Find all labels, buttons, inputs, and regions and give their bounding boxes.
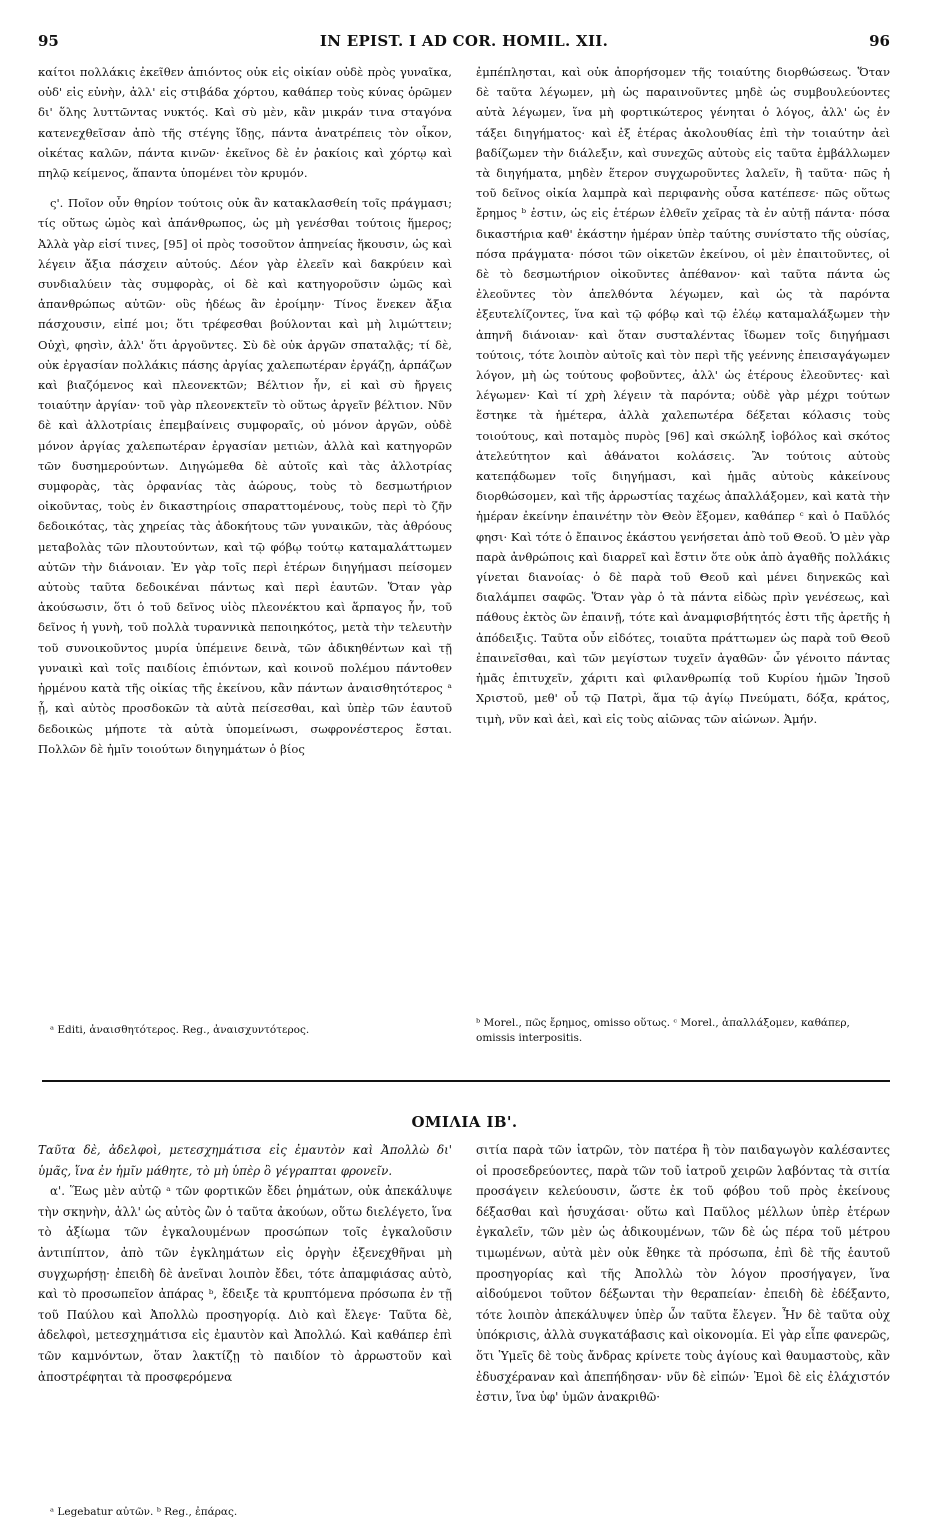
paragraph: ς'. Ποῖον οὖν θηρίον τούτοις οὐκ ἂν κατακλασθείη τοῖς πράγμασι; τίς οὕτως ὠμὸς καὶ ἀπάνθρωπος, ὡς μὴ γενέσθαι τούτοις ἥμερος; Ἀλλὰ γὰρ εἰσί τινες, [95] οἱ πρὸς τοσοῦτον ἀπηνείας ἥκουσιν, ὡς καὶ λέγειν ἄξια πάσχειν αὐτούς. Δέον γὰρ ἐλεεῖν καὶ δακρύειν καὶ συνδιαλύειν τὰς συμφορὰς, οἱ δὲ καὶ κατηγοροῦσιν ὠμῶς καὶ ἀπανθρώπως αὐτῶν· οὓς ἡδέως ἂν ἐροίμην· Τίνος ἕνεκεν ἄξια πάσχουσιν, εἰπέ μοι; ὅτι τρέφεσθαι βούλονται καὶ μὴ λιμώττειν; Οὐχὶ, φησὶν, ἀλλ' ὅτι ἀργοῦντες. Σὺ δὲ οὐκ ἀργῶν σπαταλᾷς; τί δὲ, οὐκ ἐργασίαν πολλάκις πάσης ἀργίας χαλεπωτέραν ἐργάζῃ, ἁρπάζων καὶ βιαζόμενος καὶ πλεονεκτῶν; Βέλτιον ἦν, εἰ καὶ σὺ ἤργεις τοιαύτην ἀργίαν· τοῦ γὰρ πλεονεκτεῖν τὸ οὕτως ἀργεῖν βέλτιον. Νῦν δὲ καὶ ἀλλοτρίαις ἐπεμβαίνεις συμφοραῖς, οὐ μόνον ἀργῶν, οὐδὲ μόνον ἀργίας χαλεπωτέραν ἐργασίαν μετιὼν, ἀλλὰ καὶ κατηγορῶν τῶν δυσημερούντων. Διηγώμεθα δὲ αὐτοῖς καὶ τὰς ἀλλοτρίας συμφορὰς, τὰς ὀρφανίας τὰς ἀώρους, τοὺς τὸ δεσμωτήριον οἰκοῦντας, τοὺς ἐν δικαστηρίοις σπαραττομένους, τοὺς περὶ τὸ ζῆν δεδοικότας, τὰς χηρείας τὰς ἀδοκήτους τῶν γυναικῶν, τὰς ἀθρόους μεταβολὰς τῶν πλουτούντων, καὶ τῷ φόβῳ τούτῳ καταμαλάττωμεν αὐτῶν τὴν διάνοιαν. Ἐν γὰρ τοῖς περὶ ἑτέρων διηγήμασι πείσομεν αὐτοὺς ταῦτα δεδοικέναι πάντως καὶ περὶ ἑαυτῶν. Ὅταν γὰρ ἀκούσωσιν, ὅτι ὁ τοῦ δεῖνος υἱὸς πλεονέκτου καὶ ἅρπαγος ἦν, τοῦ δεῖνος ἡ γυνὴ, τοῦ πολλὰ τυραννικὰ πεποιηκότος, μετὰ τὴν τελευτὴν τοῦ συνοικοῦντος μυρία ὑπέμεινε δεινὰ, τῶν ἀδικηθέντων καὶ τῇ γυναικὶ καὶ τοῖς παιδίοις ἐπιόντων, καὶ κοινοῦ πολέμου πάντοθεν ἠρμένου κατὰ τῆς οἰκίας τῆς ἐκείνου, κἂν πάντων ἀναισθητότερος ᵃ ᾖ, καὶ αὐτὸς προσδοκῶν τὰ αὐτὰ πείσεσθαι, καὶ ὑπὲρ τῶν ἑαυτοῦ δεδοικὼς μήποτε τὰ αὐτὰ ὑπομείνωσι, σωφρονέστερος ἔσται. Πολλῶν δὲ ἡμῖν τοιούτων διηγημάτων ὁ βίος bbox=[38, 196, 452, 756]
footnote-right: ᵇ Morel., πῶς ἔρημος, omisso οὕτως. ᶜ Morel., ἀπαλλάξομεν, καθάπερ, omissis interpositis. bbox=[476, 1017, 850, 1044]
paragraph: α'. Ἕως μὲν αὐτῷ ᵃ τῶν φορτικῶν ἔδει ῥημάτων, οὐκ ἀπεκάλυψε τὴν σκηνὴν, ἀλλ' ὡς αὐτὸς ὢν ὁ ταῦτα ἀκούων, οὕτω διελέγετο, ἵνα τὸ ἀξίωμα τῶν ἐγκαλουμένων προσώπων τοῖς ἐγκαλοῦσιν ἀντιπίπτον, ἀπὸ τῶν ἐγκλημάτων εἰς ὀργὴν ἐξενεχθῆναι μὴ συγχωρήσῃ· ἐπειδὴ δὲ ἀνεῖναι λοιπὸν ἔδει, τότε ἀπαμφιάσας αὐτὸ, καὶ τὸ προσωπεῖον ἀπάρας ᵇ, ἔδειξε τὰ κρυπτόμενα πρόσωπα ἐν τῇ τοῦ Παύλου καὶ Ἀπολλὼ προσηγορίᾳ. Διὸ καὶ ἔλεγε· Ταῦτα δὲ, ἀδελφοὶ, μετεσχημάτισα εἰς ἐμαυτὸν καὶ Ἀπολλώ. Καὶ καθάπερ ἐπὶ τῶν καμνόντων, ὅταν λακτίζῃ τὸ παιδίον τὸ ἀρρωστοῦν καὶ ἀποστρέφηται τὰ προσφερόμενα bbox=[38, 1184, 452, 1384]
footnote-left: ᵃ Editi, ἀναισθητότερος. Reg., ἀναισχυντότερος. bbox=[50, 1024, 310, 1036]
upper-right-column bbox=[476, 62, 890, 729]
paragraph: σιτία παρὰ τῶν ἰατρῶν, τὸν πατέρα ἢ τὸν παιδαγωγὸν καλέσαντες οἱ προσεδρεύοντες, παρὰ τῶν τοῦ ἰατροῦ χειρῶν λαβόντας τὰ σιτία προσάγειν κελεύουσιν, ὥστε ἐκ τοῦ φόβου τοῦ πρὸς ἐκείνους δέξασθαι καὶ ἡσυχάσαι· οὕτω καὶ Παῦλος μέλλων ὑπὲρ ἑτέρων ἐγκαλεῖν, τῶν μὲν ὡς ἀδικουμένων, τῶν δὲ ὡς πέρα τοῦ μέτρου τιμωμένων, αὐτὰ μὲν οὐκ ἔθηκε τὰ πρόσωπα, ἐπὶ δὲ τῆς ἑαυτοῦ προσηγορίας καὶ τῆς Ἀπολλὼ τὸν λόγον προσήγαγεν, ἵνα αἰδούμενοι τοῦτον δέξωνται τὴν θεραπείαν· ἐπειδὴ δὲ ἐδέξαντο, τότε λοιπὸν ἀπεκάλυψεν ὑπὲρ ὧν ταῦτα ἔλεγεν. Ἦν δὲ ταῦτα οὐχ ὑπόκρισις, ἀλλὰ συγκατάβασις καὶ οἰκονομία. Εἰ γὰρ εἶπε φανερῶς, ὅτι Ὑμεῖς δὲ τοὺς ἄνδρας κρίνετε τοὺς ἁγίους καὶ θαυμαστοὺς, κἂν ἐδυσχέραναν καὶ ἀπεπήδησαν· νῦν δὲ εἰπών· Ἐμοὶ δὲ εἰς ἐλάχιστόν ἐστιν, ἵνα ὑφ' ὑμῶν ἀνακριθῶ· bbox=[476, 1143, 890, 1405]
section-divider bbox=[42, 1080, 890, 1082]
lower-right-column bbox=[476, 1140, 890, 1408]
homily-title: ΟΜΙΛΙΑ ΙΒ'. bbox=[411, 1113, 518, 1131]
paragraph: ἐμπέπλησται, καὶ οὐκ ἀπορήσομεν τῆς τοιαύτης διορθώσεως. Ὅταν δὲ ταῦτα λέγωμεν, μὴ ὡς παραινοῦντες μηδὲ ὡς συμβουλεύοντες αὐτὰ λέγωμεν, ἵνα μὴ φορτικώτερος γένηται ὁ λόγος, ἀλλ' ὡς ἐν τάξει διηγήματος· καὶ ἐξ ἑτέρας ἀκολουθίας ἐπὶ τὴν τοιαύτην ἀεὶ βαδίζωμεν τὴν διάλεξιν, καὶ συνεχῶς αὐτοὺς εἰς ταῦτα ἐμβάλλωμεν τὰ διηγήματα, μηδὲν ἕτερον συγχωροῦντες λαλεῖν, ἢ ταῦτα· πῶς ἡ τοῦ δεῖνος οἰκία λαμπρὰ καὶ περιφανὴς οὖσα κατέπεσε· πῶς οὕτως ἔρημος ᵇ ἐστιν, ὡς εἰς ἑτέρων ἐλθεῖν χεῖρας τὰ ἐν αὐτῇ πάντα· πόσα δικαστήρια καθ' ἑκάστην ἡμέραν ὑπὲρ ταύτης συνίστατο τῆς οὐσίας, πόσα πράγματα· πόσοι τῶν οἰκετῶν ἐκείνου, οἱ μὲν ἐπαιτοῦντες, οἱ δὲ τὸ δεσμωτήριον οἰκοῦντες ἀπέθανον· καὶ ταῦτα πάντα ὡς ἐλεοῦντες τὸν ἀπελθόντα λέγωμεν, καὶ ὡς τὰ παρόντα ἐξευτελίζοντες, ἵνα καὶ τῷ φόβῳ καὶ τῷ ἐλέῳ καταμαλάξωμεν τὴν ἀπηνῆ διάνοιαν· καὶ ὅταν συσταλέντας ἴδωμεν τοῖς διηγήμασι τούτοις, τότε λοιπὸν αὐτοῖς καὶ τὸν περὶ τῆς γεέννης ἐπεισαγάγωμεν λόγον, μὴ ὡς τούτους φοβοῦντες, ἀλλ' ὡς ἑτέρους ἐλεοῦντες· καὶ λέγωμεν· Καὶ τί χρὴ λέγειν τὰ παρόντα; οὐδὲ γὰρ μέχρι τούτων ἕστηκε τὰ ἡμέτερα, ἀλλὰ χαλεπωτέρα δέξεται κόλασις τοὺς τοιούτους, καὶ ποταμὸς πυρὸς [96] καὶ σκώληξ ἰοβόλος καὶ σκότος ἀτελεύτητον καὶ ἀθάνατοι κολάσεις. Ἂν τούτοις αὐτοὺς κατεπᾴδωμεν τοῖς διηγήμασι, καὶ ἡμᾶς αὐτοὺς κἀκείνους διορθώσομεν, καὶ τῆς ἀρρωστίας ταχέως ἀπαλλάξομεν, καὶ κατὰ τὴν ἡμέραν ἐκείνην ἐπαινέτην τὸν Θεὸν ἕξομεν, καθάπερ ᶜ καὶ ὁ Παῦλός φησι· Καὶ τότε ὁ ἔπαινος ἑκάστου γενήσεται ἀπὸ τοῦ Θεοῦ. Ὁ μὲν γὰρ παρὰ ἀνθρώποις καὶ διαρρεῖ καὶ ἔστιν ὅτε οὐκ ἀπὸ ἀγαθῆς πολλάκις γίνεται διανοίας· ὁ δὲ παρὰ τοῦ Θεοῦ καὶ μένει διηνεκῶς καὶ διαλάμπει σαφῶς. Ὅταν γὰρ ὁ τὰ πάντα εἰδὼς πρὶν γενέσεως, καὶ πάθους ἐκτὸς ὢν ἐπαινῇ, τότε καὶ ἀναμφισβήτητός ἐστι τῆς ἀρετῆς ἡ ἀπόδειξις. Ταῦτα οὖν εἰδότες, τοιαῦτα πράττωμεν ὡς παρὰ τοῦ Θεοῦ ἐπαινεῖσθαι, καὶ τῶν μεγίστων τυχεῖν ἀγαθῶν· ὧν γένοιτο πάντας ἡμᾶς ἐπιτυχεῖν, χάριτι καὶ φιλανθρωπίᾳ τοῦ Κυρίου ἡμῶν Ἰησοῦ Χριστοῦ, μεθ' οὗ τῷ Πατρὶ, ἅμα τῷ ἁγίῳ Πνεύματι, δόξα, κράτος, τιμὴ, νῦν καὶ ἀεὶ, καὶ εἰς τοὺς αἰῶνας τῶν αἰώνων. Ἀμήν. bbox=[476, 65, 890, 726]
page-number-left: 95 bbox=[38, 32, 59, 50]
running-header bbox=[38, 32, 890, 58]
paragraph: καίτοι πολλάκις ἐκεῖθεν ἀπιόντος οὐκ εἰς οἰκίαν οὐδὲ πρὸς γυναῖκα, οὐδ' εἰς εὐνὴν, ἀλλ' εἰς στιβάδα χόρτου, καθάπερ τοὺς κύνας ὁρῶμεν δι' ὅλης λυττῶντας νυκτός. Καὶ σὺ μὲν, κἂν μικράν τινα σταγόνα κατενεχθεῖσαν ἀπὸ τῆς στέγης ἴδῃς, πάντα ἀνατρέπεις τὸν οἶκον, οἰκέτας καλῶν, πάντα κινῶν· ἐκεῖνος δὲ ἐν ῥακίοις καὶ χόρτῳ καὶ πηλῷ κείμενος, ἅπαντα ὑπομένει τὸν κρυμόν. bbox=[38, 65, 452, 181]
page-number-right: 96 bbox=[869, 32, 890, 50]
footnote-lower: ᵃ Legebatur αὐτῶν. ᵇ Reg., ἐπάρας. bbox=[50, 1506, 238, 1518]
upper-left-column bbox=[38, 62, 452, 759]
epigraph: Ταῦτα δὲ, ἀδελφοὶ, μετεσχημάτισα εἰς ἐμαυτὸν καὶ Ἀπολλὼ δι' ὑμᾶς, ἵνα ἐν ἡμῖν μάθητε, τὸ μὴ ὑπὲρ ὃ γέγραπται φρονεῖν. bbox=[38, 1143, 452, 1178]
lower-left-column bbox=[38, 1140, 452, 1387]
running-title: IN EPIST. I AD COR. HOMIL. XII. bbox=[319, 32, 609, 50]
